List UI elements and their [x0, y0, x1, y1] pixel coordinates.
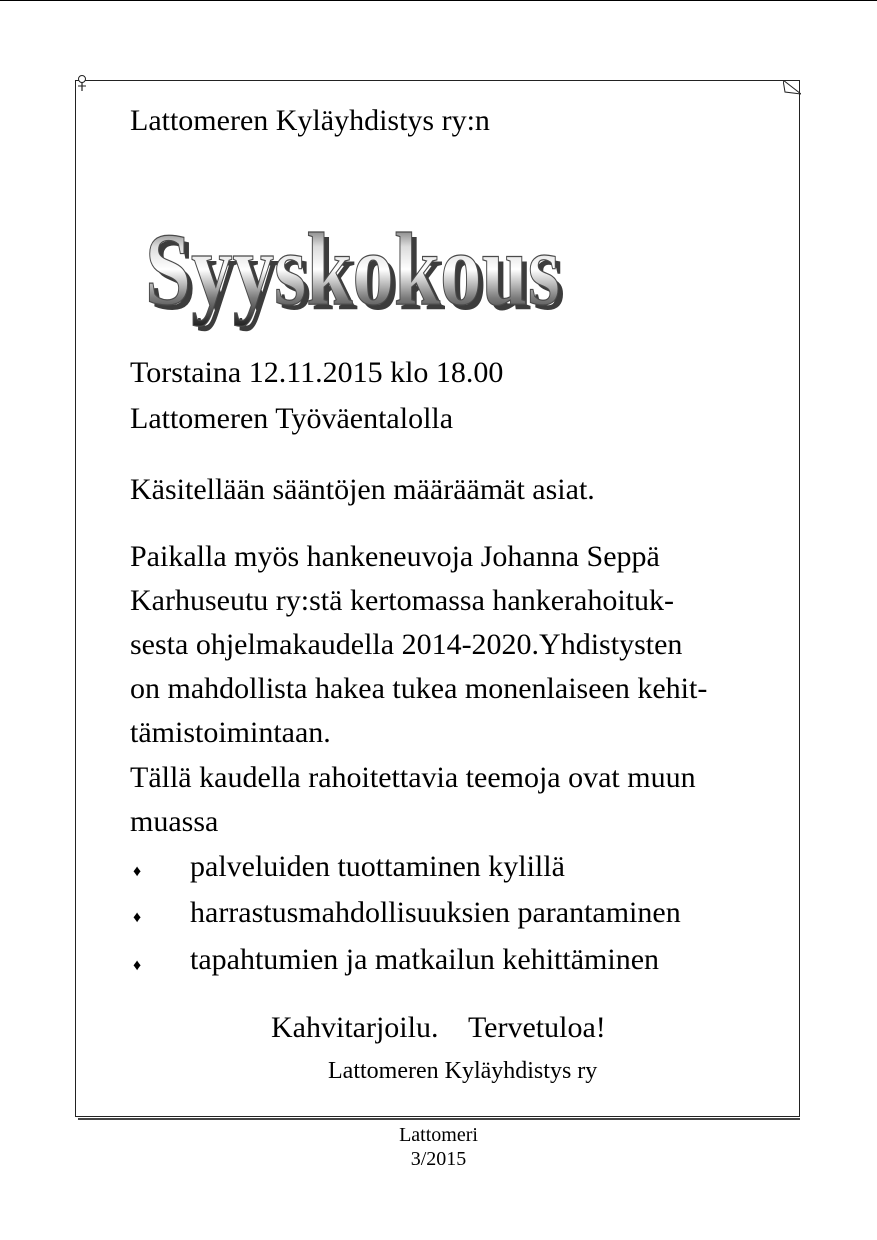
footer-place: Lattomeri — [399, 1124, 478, 1146]
pin-icon — [76, 74, 88, 92]
meeting-date-time: Torstaina 12.11.2015 klo 18.00 — [130, 356, 504, 389]
frame-shadow — [78, 1118, 800, 1120]
body-line: muassa — [130, 805, 219, 838]
agenda-line: Käsitellään sääntöjen määräämät asiat. — [130, 473, 595, 506]
title-shadow: Syyskokous — [150, 217, 565, 332]
body-line: tämistoimintaan. — [130, 716, 331, 749]
body-line: Tällä kaudella rahoitettavia teemoja ovat muun — [130, 761, 696, 794]
refreshments-text: Kahvitarjoilu. — [271, 1011, 439, 1044]
top-rule — [0, 0, 877, 1]
bullet-item: tapahtumien ja matkailun kehittäminen — [190, 943, 660, 976]
diamond-bullet-icon: ♦ — [133, 957, 142, 974]
body-line: Karhuseutu ry:stä kertomassa hankerahoituk- — [130, 584, 674, 617]
body-line: sesta ohjelmakaudella 2014-2020.Yhdistysten — [130, 628, 683, 661]
bullet-item: harrastusmahdollisuuksien parantaminen — [190, 896, 681, 929]
signature: Lattomeren Kyläyhdistys ry — [328, 1058, 598, 1084]
meeting-venue: Lattomeren Työväentalolla — [130, 402, 454, 435]
footer-issue: 3/2015 — [410, 1148, 467, 1170]
body-line: on mahdollista hakea tukea monenlaiseen kehit- — [130, 672, 708, 705]
bullet-item: palveluiden tuottaminen kylillä — [190, 850, 565, 883]
page-fold-icon — [783, 80, 801, 96]
diamond-bullet-icon: ♦ — [133, 909, 142, 926]
organizer-heading: Lattomeren Kyläyhdistys ry:n — [130, 104, 490, 137]
closing-line — [271, 1011, 606, 1045]
welcome-text: Tervetuloa! — [467, 1011, 606, 1044]
body-line: Paikalla myös hankeneuvoja Johanna Seppä — [130, 540, 660, 573]
diamond-bullet-icon: ♦ — [133, 863, 142, 880]
title-text: Syyskokous — [145, 212, 560, 327]
meeting-title — [140, 212, 580, 332]
